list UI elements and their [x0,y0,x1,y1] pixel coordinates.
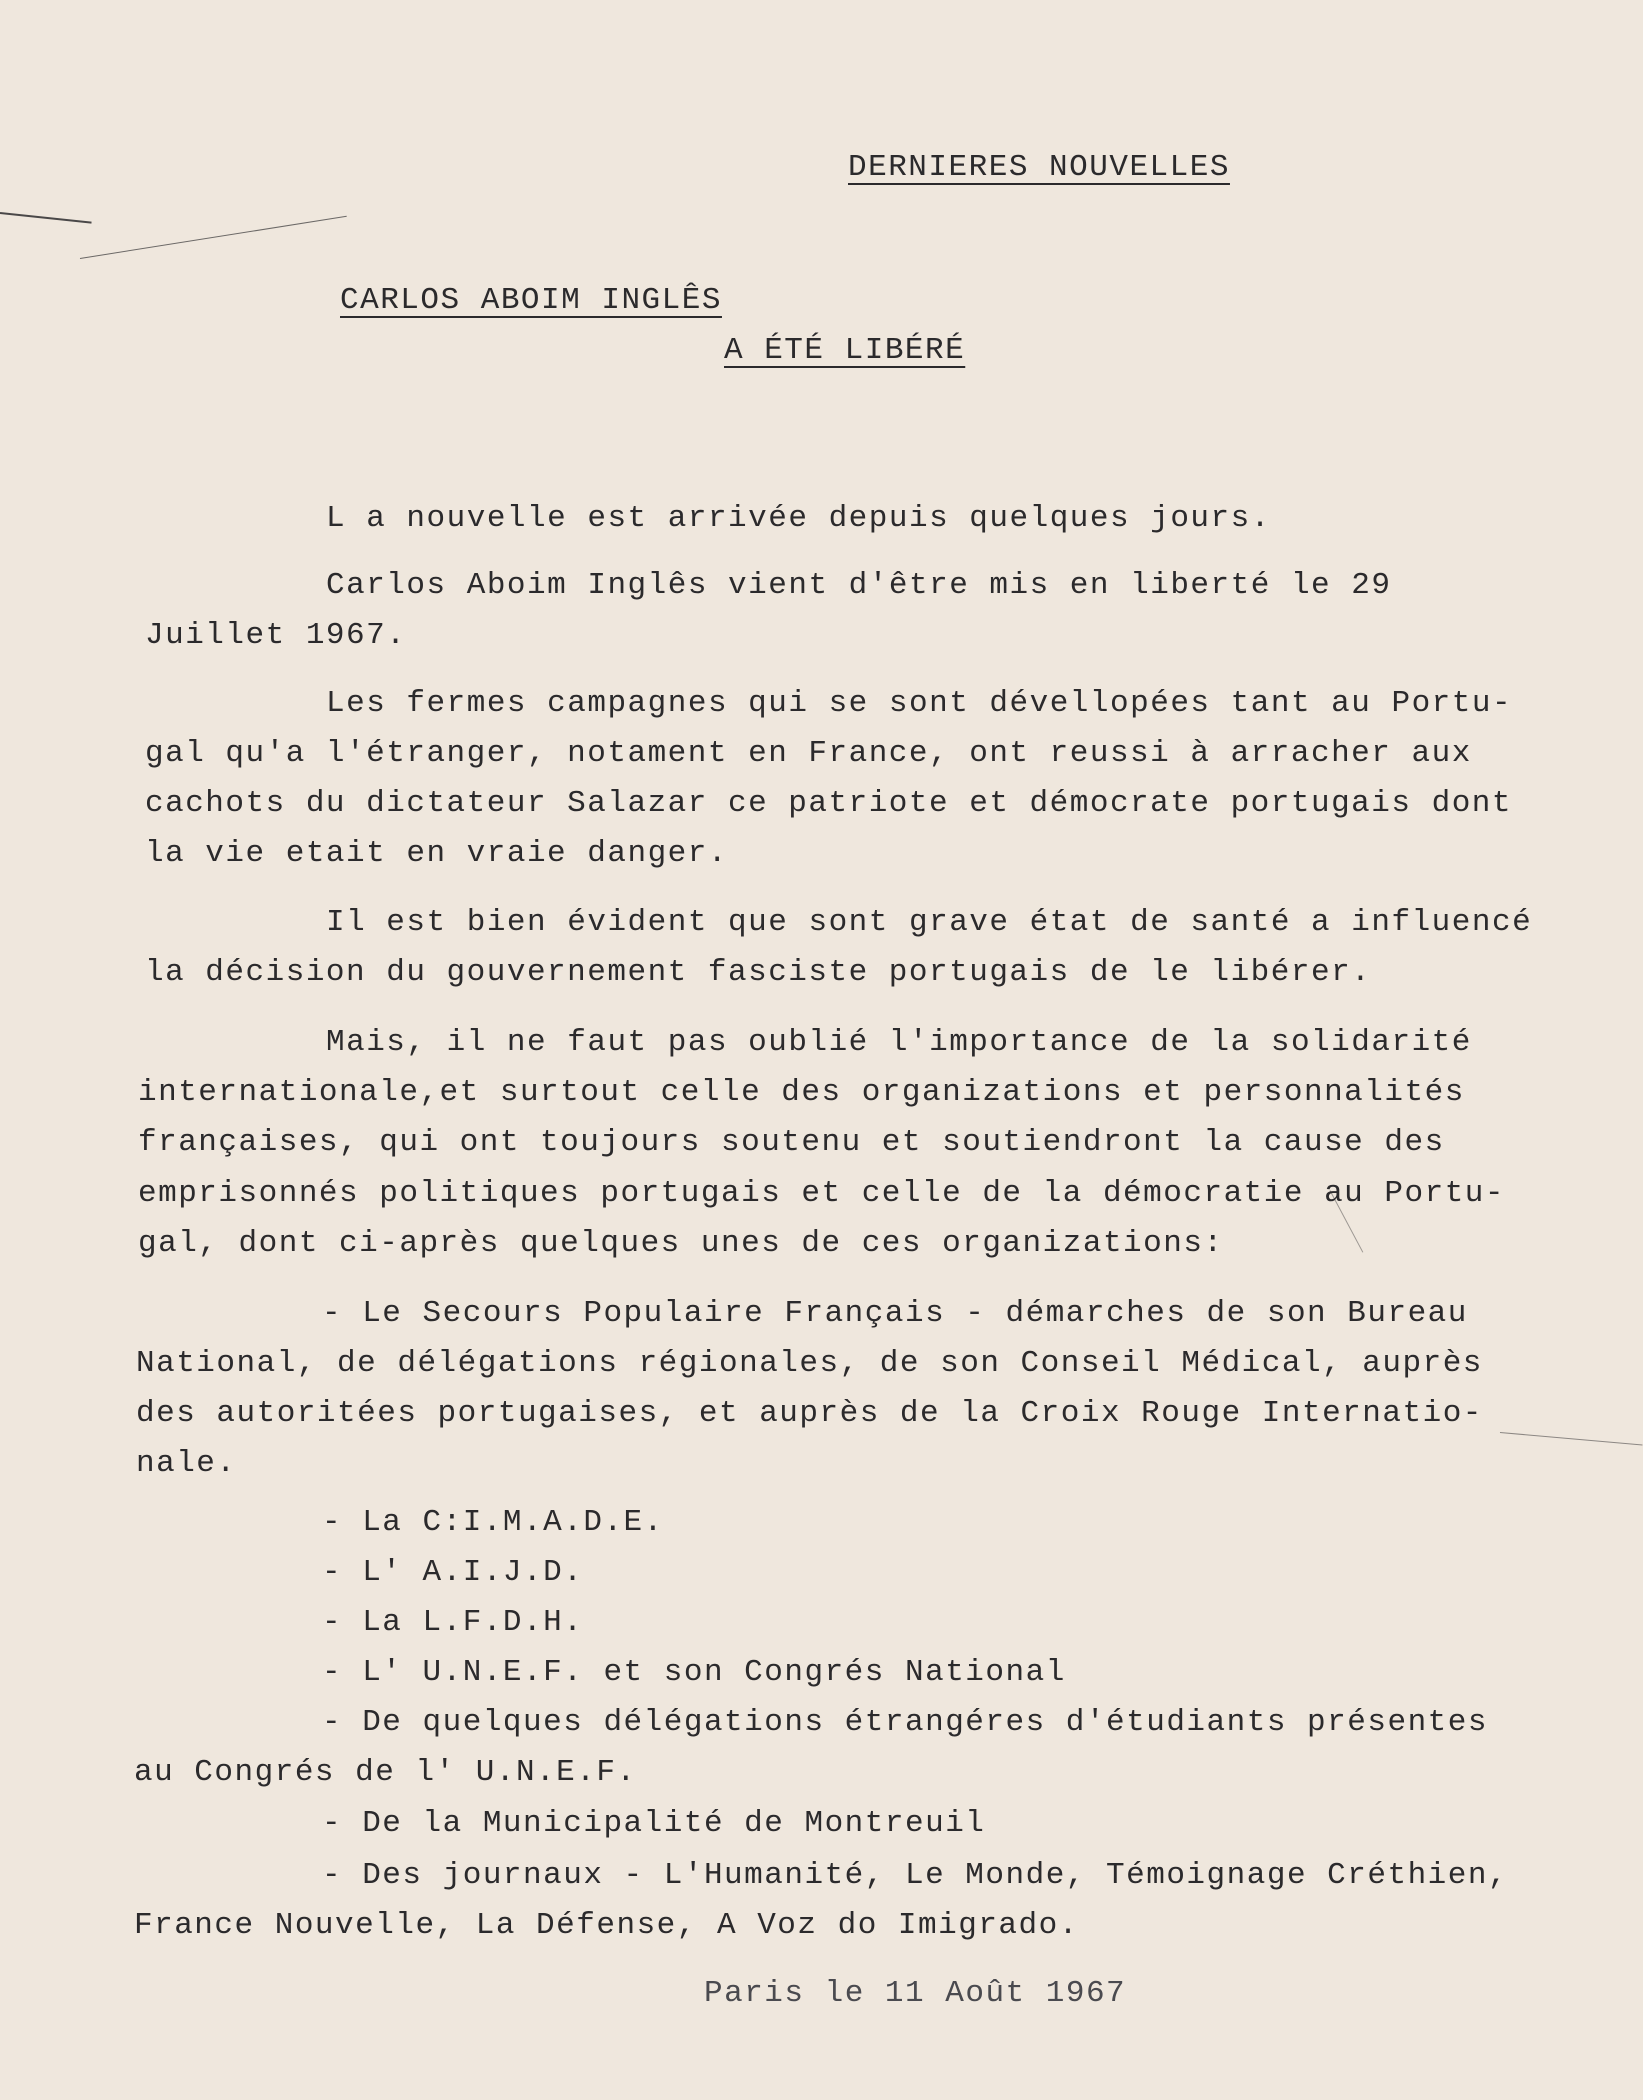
title-line-2: A ÉTÉ LIBÉRÉ [724,333,966,368]
list-item-secours-populaire-cont-3: nale. [136,1446,237,1481]
header-label: DERNIERES NOUVELLES [848,150,1230,185]
paragraph-5-line-5: gal, dont ci-après quelques unes de ces organizations: [138,1226,1224,1261]
pen-mark [0,212,92,224]
paragraph-2-line-2: Juillet 1967. [145,618,407,653]
paragraph-5-line-1: Mais, il ne faut pas oublié l'importance de la solidarité [326,1025,1472,1060]
paragraph-1: L a nouvelle est arrivée depuis quelques jours. [326,501,1271,536]
paragraph-5-line-2: internationale,et surtout celle des organizations et personnalités [138,1075,1465,1110]
paragraph-3-line-1: Les fermes campagnes qui se sont dévellopées tant au Portu- [326,686,1513,721]
paragraph-3-line-3: cachots du dictateur Salazar ce patriote et démocrate portugais dont [145,786,1513,821]
list-item-secours-populaire-cont-2: des autoritées portugaises, et auprès de la Croix Rouge Internatio- [136,1396,1483,1431]
list-item-journaux-cont: France Nouvelle, La Défense, A Voz do Imigrado. [134,1908,1079,1943]
list-item-secours-populaire-cont-1: National, de délégations régionales, de son Conseil Médical, auprès [136,1346,1483,1381]
pen-mark [1500,1432,1643,1445]
paragraph-4-line-1: Il est bien évident que sont grave état de santé a influencé [326,905,1533,940]
paragraph-2-line-1: Carlos Aboim Inglês vient d'être mis en liberté le 29 [326,568,1392,603]
closing-date: Paris le 11 Août 1967 [704,1976,1127,2011]
list-item-lfdh: - La L.F.D.H. [322,1605,584,1640]
title-line-1: CARLOS ABOIM INGLÊS [340,283,722,318]
list-item-delegations-cont: au Congrés de l' U.N.E.F. [134,1755,637,1790]
list-item-montreuil: - De la Municipalité de Montreuil [322,1806,986,1841]
paragraph-3-line-2: gal qu'a l'étranger, notament en France, ont reussi à arracher aux [145,736,1472,771]
list-item-unef: - L' U.N.E.F. et son Congrés National [322,1655,1066,1690]
list-item-secours-populaire: - Le Secours Populaire Français - démarches de son Bureau [322,1296,1468,1331]
pen-mark [80,216,347,259]
paragraph-5-line-3: françaises, qui ont toujours soutenu et soutiendront la cause des [138,1125,1445,1160]
paragraph-3-line-4: la vie etait en vraie danger. [145,836,728,871]
list-item-delegations: - De quelques délégations étrangéres d'étudiants présentes [322,1705,1488,1740]
list-item-cimade: - La C:I.M.A.D.E. [322,1505,664,1540]
list-item-journaux: - Des journaux - L'Humanité, Le Monde, Témoignage Créthien, [322,1858,1509,1893]
paragraph-4-line-2: la décision du gouvernement fasciste portugais de le libérer. [145,955,1372,990]
paragraph-5-line-4: emprisonnés politiques portugais et celle de la démocratie au Portu- [138,1176,1506,1211]
list-item-aijd: - L' A.I.J.D. [322,1555,584,1590]
